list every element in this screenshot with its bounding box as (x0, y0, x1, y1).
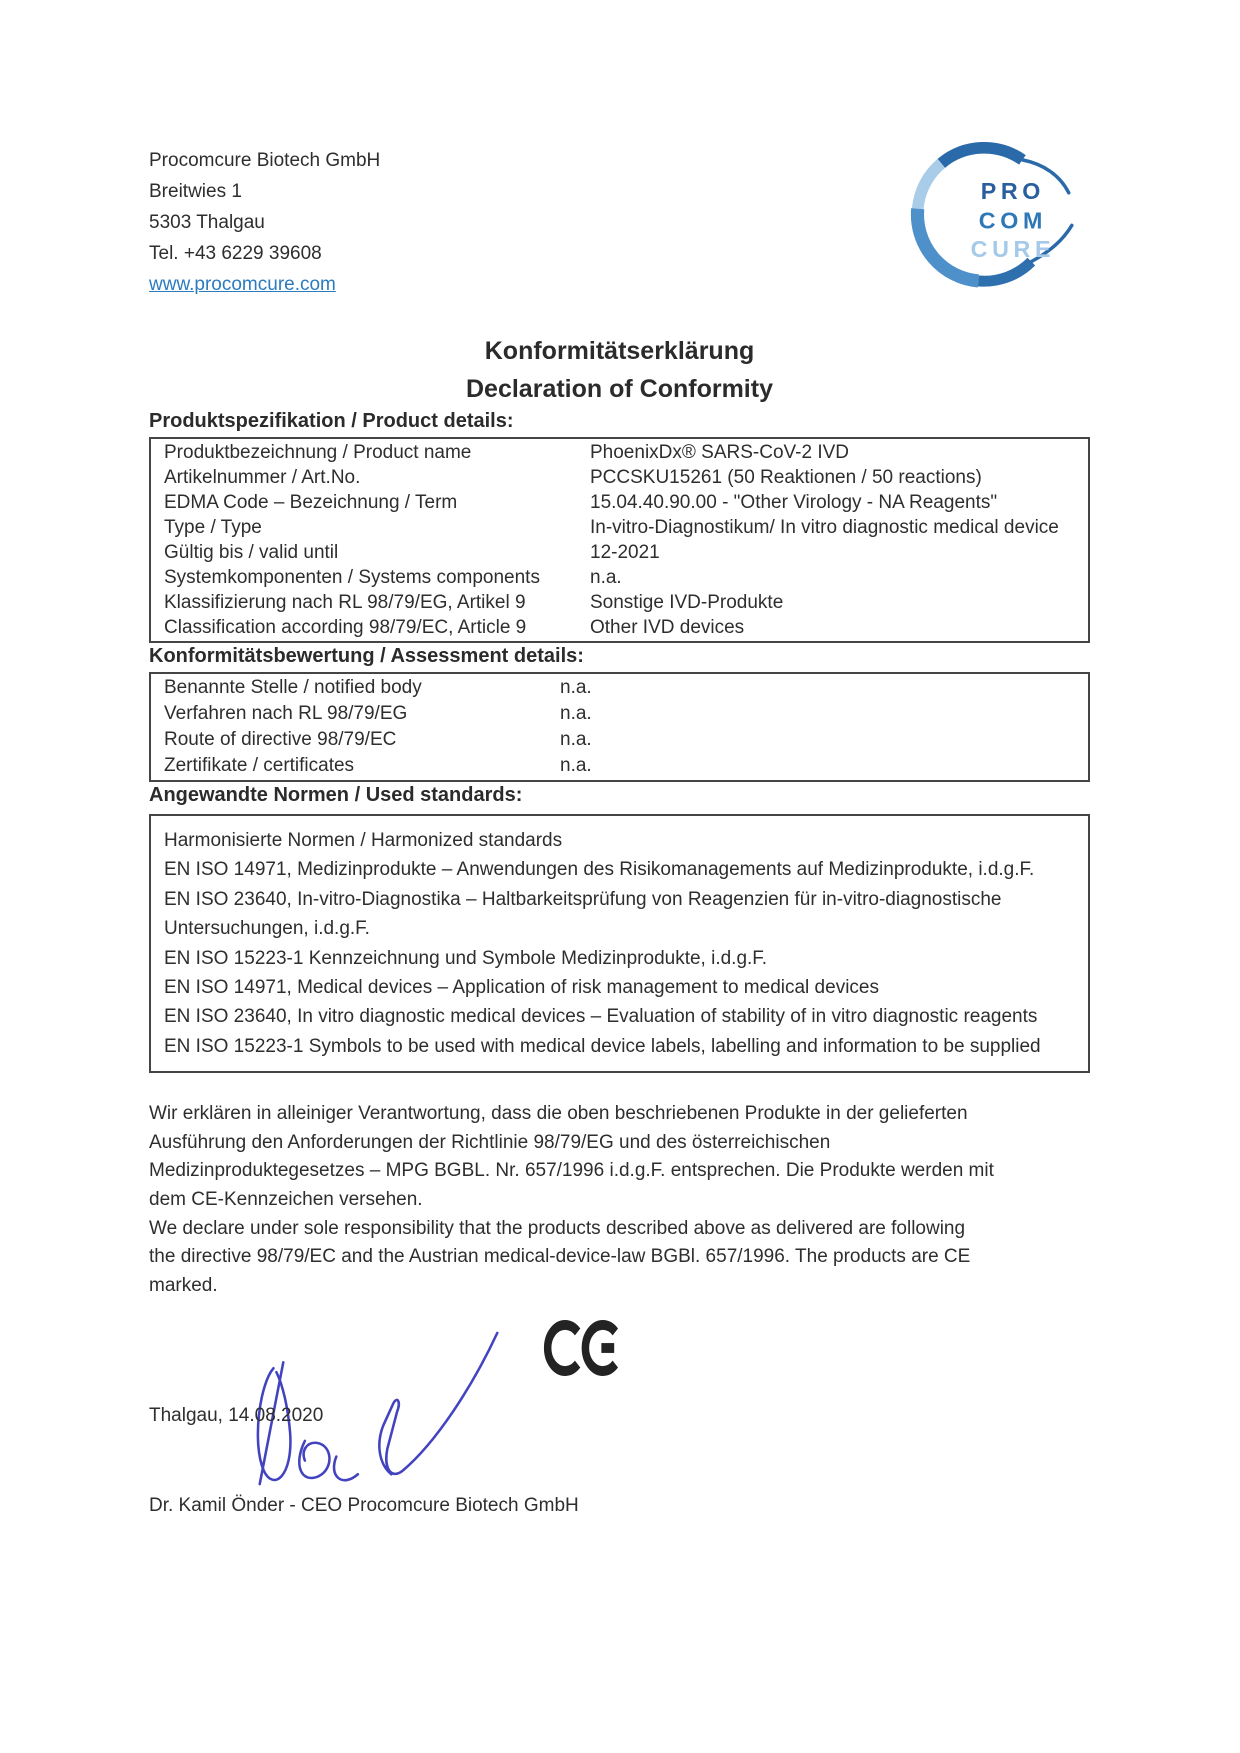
assessment-table-row (151, 675, 1088, 701)
row-value: n.a. (590, 567, 622, 588)
row-label: Produktbezeichnung / Product name (164, 442, 472, 463)
assessment-table-row (151, 727, 1088, 753)
row-value: n.a. (560, 677, 592, 698)
declaration-line: We declare under sole responsibility that the products described above as delivered are following (149, 1217, 966, 1239)
product-table-row (151, 515, 1088, 540)
declaration-text (149, 1100, 1090, 1300)
row-value: Other IVD devices (590, 617, 745, 638)
document-title-de: Konformitätserklärung (484, 337, 755, 365)
procomcure-swirl-icon (895, 132, 1085, 290)
declaration-paragraph-de (149, 1100, 1090, 1214)
row-value: 12-2021 (590, 542, 660, 563)
standard-line: EN ISO 15223-1 Symbols to be used with medical device labels, labelling and information to be supplied (164, 1035, 1041, 1057)
product-table-row (151, 440, 1088, 465)
place-date: Thalgau, 14.08.2020 (149, 1405, 324, 1427)
row-label: EDMA Code – Bezeichnung / Term (164, 492, 458, 513)
row-value: In-vitro-Diagnostikum/ In vitro diagnostic medical device (590, 517, 1059, 538)
logo-text-com: COM (978, 207, 1047, 234)
row-value: n.a. (560, 755, 592, 776)
company-address-line: Tel. +43 6229 39608 (149, 243, 322, 264)
row-value: Sonstige IVD-Produkte (590, 592, 784, 613)
standard-line: EN ISO 15223-1 Kennzeichnung und Symbole Medizinprodukte, i.d.g.F. (164, 947, 768, 969)
row-label: Gültig bis / valid until (164, 542, 339, 563)
company-address-line: Breitwies 1 (149, 181, 242, 202)
row-value: PhoenixDx® SARS-CoV-2 IVD (590, 442, 849, 463)
row-label: Route of directive 98/79/EC (164, 729, 397, 750)
product-section-heading: Produktspezifikation / Product details: (149, 410, 514, 432)
assessment-details-table (149, 672, 1090, 782)
declaration-line: Ausführung den Anforderungen der Richtlinie 98/79/EG und des österreichischen (149, 1131, 831, 1153)
row-label: Artikelnummer / Art.No. (164, 467, 361, 488)
row-value: n.a. (560, 703, 592, 724)
document-title-en: Declaration of Conformity (466, 375, 773, 403)
standards-section-heading: Angewandte Normen / Used standards: (149, 784, 523, 806)
product-table-row (151, 590, 1088, 615)
product-table-row (151, 615, 1088, 640)
ce-mark-icon (543, 1317, 627, 1379)
standard-line: EN ISO 23640, In vitro diagnostic medical devices – Evaluation of stability of in vitro diagnostic reagents (164, 1006, 1038, 1028)
product-details-table (149, 437, 1090, 643)
product-table-row (151, 490, 1088, 515)
row-label: Klassifizierung nach RL 98/79/EG, Artikel 9 (164, 592, 526, 613)
declaration-line: the directive 98/79/EC and the Austrian medical-device-law BGBl. 657/1996. The products are CE (149, 1246, 971, 1268)
logo-text-cure: CURE (970, 236, 1056, 263)
letterhead (149, 145, 1090, 300)
assessment-table-row (151, 701, 1088, 727)
row-label: Verfahren nach RL 98/79/EG (164, 703, 408, 724)
signature-block (149, 1300, 1090, 1660)
declaration-line: marked. (149, 1274, 218, 1296)
row-value: PCCSKU15261 (50 Reaktionen / 50 reactions) (590, 467, 982, 488)
standard-line: EN ISO 23640, In-vitro-Diagnostika – Haltbarkeitsprüfung von Reagenzien für in-vitro-diagnostische (164, 888, 1002, 910)
company-website-link[interactable]: www.procomcure.com (149, 274, 336, 295)
row-value: n.a. (560, 729, 592, 750)
standard-line: EN ISO 14971, Medical devices – Application of risk management to medical devices (164, 977, 879, 999)
standards-list (149, 814, 1090, 1073)
standard-line: Harmonisierte Normen / Harmonized standards (164, 830, 563, 851)
product-table-row (151, 465, 1088, 490)
row-label: Benannte Stelle / notified body (164, 677, 422, 698)
company-address-line: Procomcure Biotech GmbH (149, 150, 381, 171)
declaration-paragraph-en (149, 1215, 1090, 1301)
assessment-table-row (151, 753, 1088, 779)
row-label: Zertifikate / certificates (164, 755, 355, 776)
logo-text-pro: PRO (980, 177, 1046, 204)
standard-line: EN ISO 14971, Medizinprodukte – Anwendungen des Risikomanagements auf Medizinprodukte, i.d.g.F. (164, 859, 1035, 881)
declaration-line: Wir erklären in alleiniger Verantwortung, dass die oben beschriebenen Produkte in der gelieferten (149, 1103, 968, 1125)
row-label: Classification according 98/79/EC, Article 9 (164, 617, 527, 638)
company-logo (895, 132, 1085, 290)
company-address-line: 5303 Thalgau (149, 212, 265, 233)
product-table-row (151, 540, 1088, 565)
declaration-line: dem CE-Kennzeichen versehen. (149, 1189, 423, 1211)
product-table-row (151, 565, 1088, 590)
signer-name: Dr. Kamil Önder - CEO Procomcure Biotech GmbH (149, 1495, 579, 1517)
row-label: Type / Type (164, 517, 262, 538)
document-title (149, 332, 1090, 408)
standard-line: Untersuchungen, i.d.g.F. (164, 918, 370, 940)
row-label: Systemkomponenten / Systems components (164, 567, 540, 588)
row-value: 15.04.40.90.00 - "Other Virology - NA Reagents" (590, 492, 998, 513)
assessment-section-heading: Konformitätsbewertung / Assessment details: (149, 645, 584, 667)
declaration-line: Medizinproduktegesetzes – MPG BGBL. Nr. 657/1996 i.d.g.F. entsprechen. Die Produkte werden mit (149, 1160, 994, 1182)
